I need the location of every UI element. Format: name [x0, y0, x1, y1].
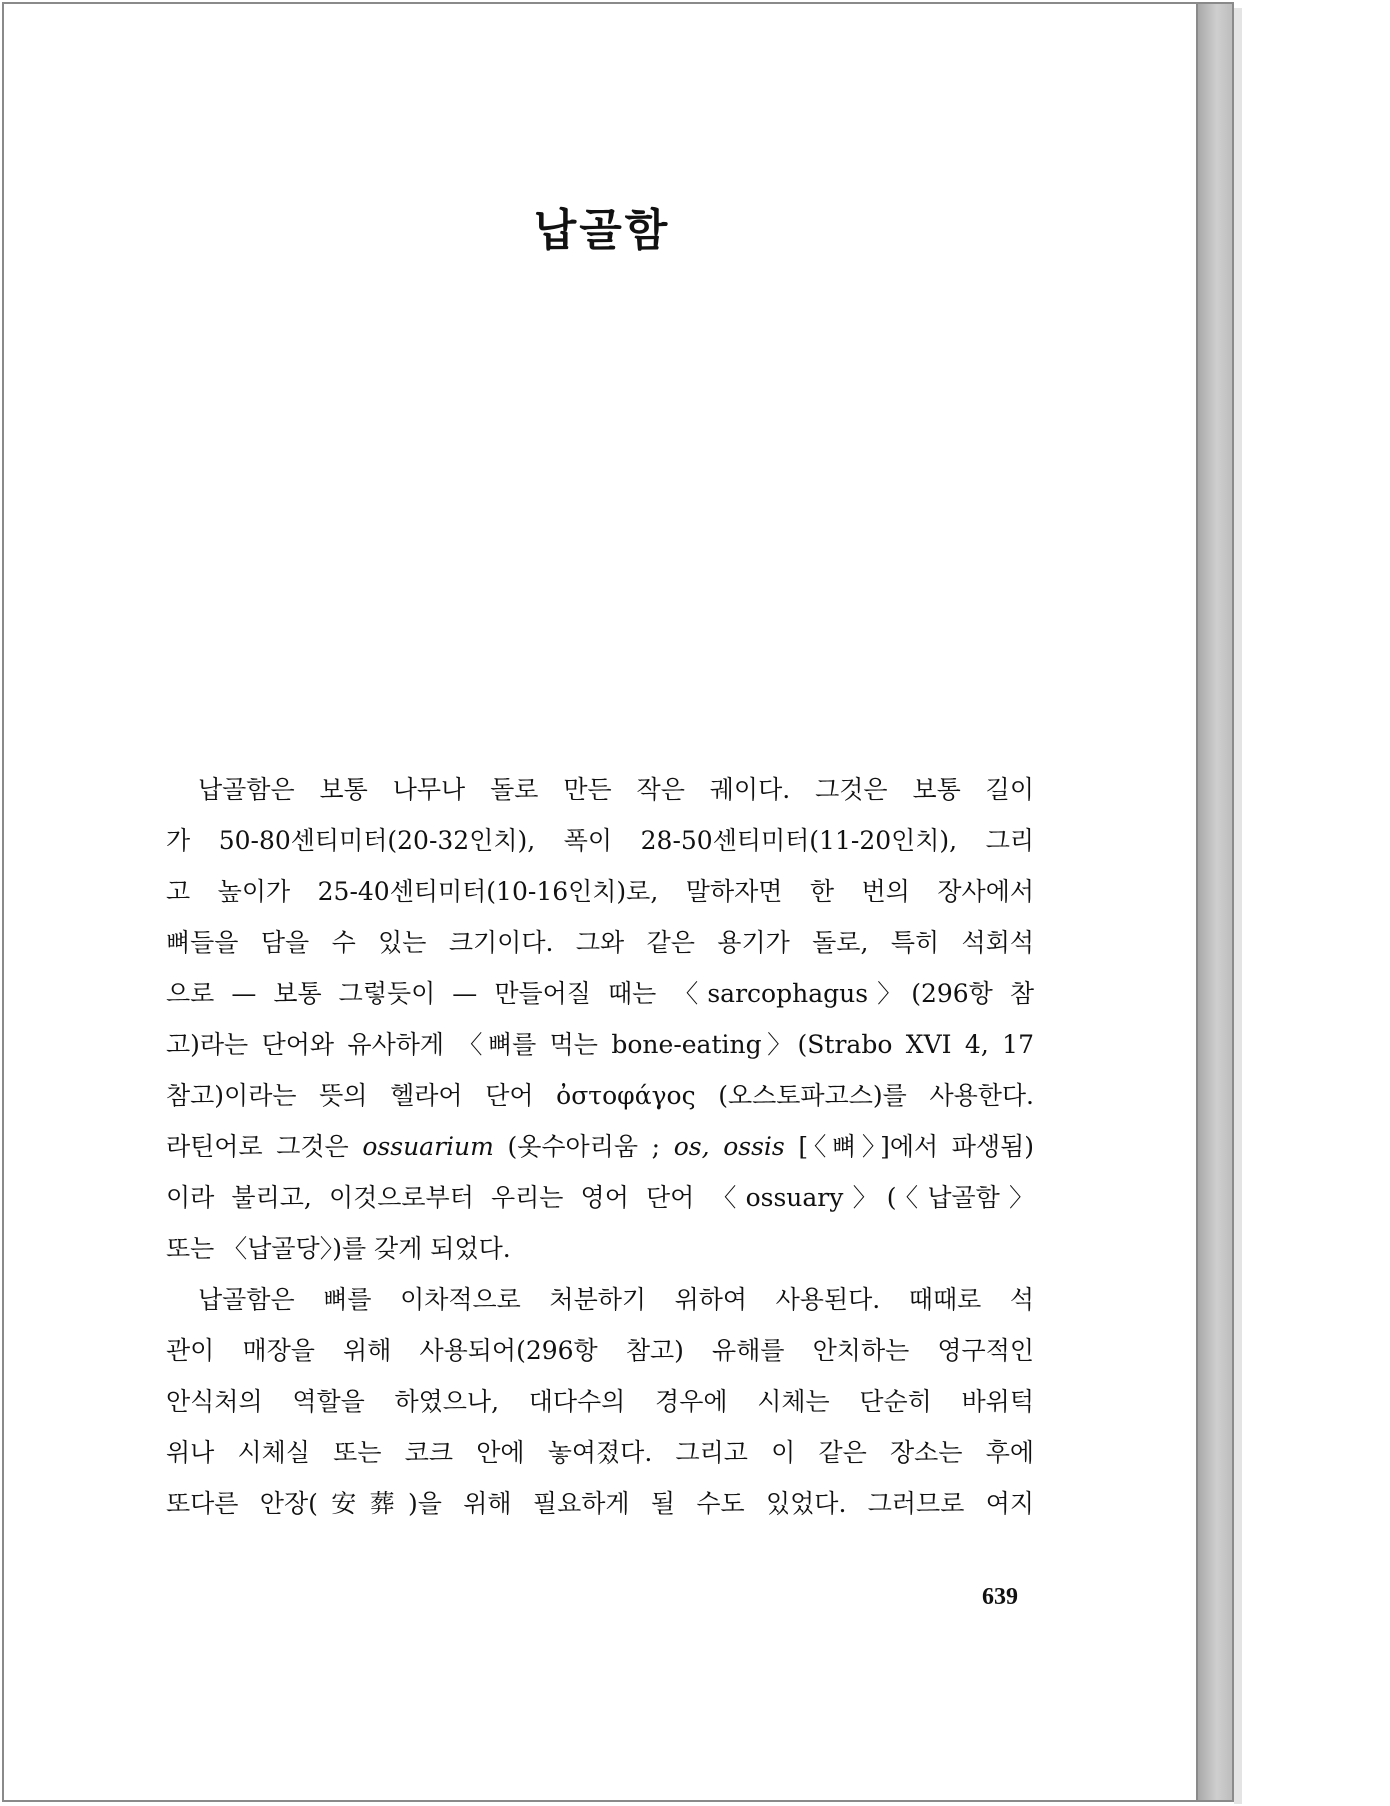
text-line: 가 50-80센티미터(20-32인치), 폭이 28-50센티미터(11-20인치), 그리	[166, 826, 1034, 855]
text-segment: [〈뼈〉]에서 파생됨)	[784, 1132, 1034, 1161]
text-line: 납골함은 보통 나무나 돌로 만든 작은 궤이다. 그것은 보통 길이	[198, 775, 1034, 804]
body-text	[166, 764, 1034, 1529]
text-line: 뼈들을 담을 수 있는 크기이다. 그와 같은 용기가 돌로, 특히 석회석	[166, 928, 1034, 957]
latin-term-ossuarium: ossuarium	[362, 1132, 494, 1161]
chapter-title: 납골함	[533, 205, 671, 256]
page-edge-shading	[1198, 2, 1234, 1802]
text-line-latin	[166, 1121, 1034, 1172]
text-line: 또는 〈납골당〉)를 갖게 되었다.	[166, 1234, 511, 1263]
text-line: 납골함은 뼈를 이차적으로 처분하기 위하여 사용된다. 때때로 석	[198, 1285, 1034, 1314]
text-segment: (옷수아리움 ;	[493, 1132, 674, 1161]
text-line: 또다른 안장(安葬)을 위해 필요하게 될 수도 있었다. 그러므로 여지	[166, 1489, 1034, 1518]
text-line: 관이 매장을 위해 사용되어(296항 참고) 유해를 안치하는 영구적인	[166, 1336, 1034, 1365]
text-line: 위나 시체실 또는 코크 안에 놓여졌다. 그리고 이 같은 장소는 후에	[166, 1438, 1034, 1467]
text-line: 고 높이가 25-40센티미터(10-16인치)로, 말하자면 한 번의 장사에서	[166, 877, 1034, 906]
text-line: 으로 — 보통 그렇듯이 — 만들어질 때는 〈sarcophagus〉(296항 참	[166, 979, 1034, 1008]
page-shadow	[1234, 8, 1242, 1804]
latin-term-os-ossis: os, ossis	[673, 1132, 785, 1161]
book-page	[2, 2, 1198, 1802]
page-number: 639	[982, 1584, 1018, 1610]
text-line: 안식처의 역할을 하였으나, 대다수의 경우에 시체는 단순히 바위턱	[166, 1387, 1034, 1416]
text-line: 이라 불리고, 이것으로부터 우리는 영어 단어 〈ossuary〉(〈납골함〉	[166, 1183, 1034, 1212]
text-segment: 라틴어로 그것은	[166, 1132, 363, 1161]
text-line: 참고)이라는 뜻의 헬라어 단어 ὀστοφάγος (오스토파고스)를 사용한다.	[166, 1081, 1034, 1110]
text-line: 고)라는 단어와 유사하게 〈뼈를 먹는 bone-eating〉(Strabo XVI 4, 17	[166, 1030, 1034, 1059]
